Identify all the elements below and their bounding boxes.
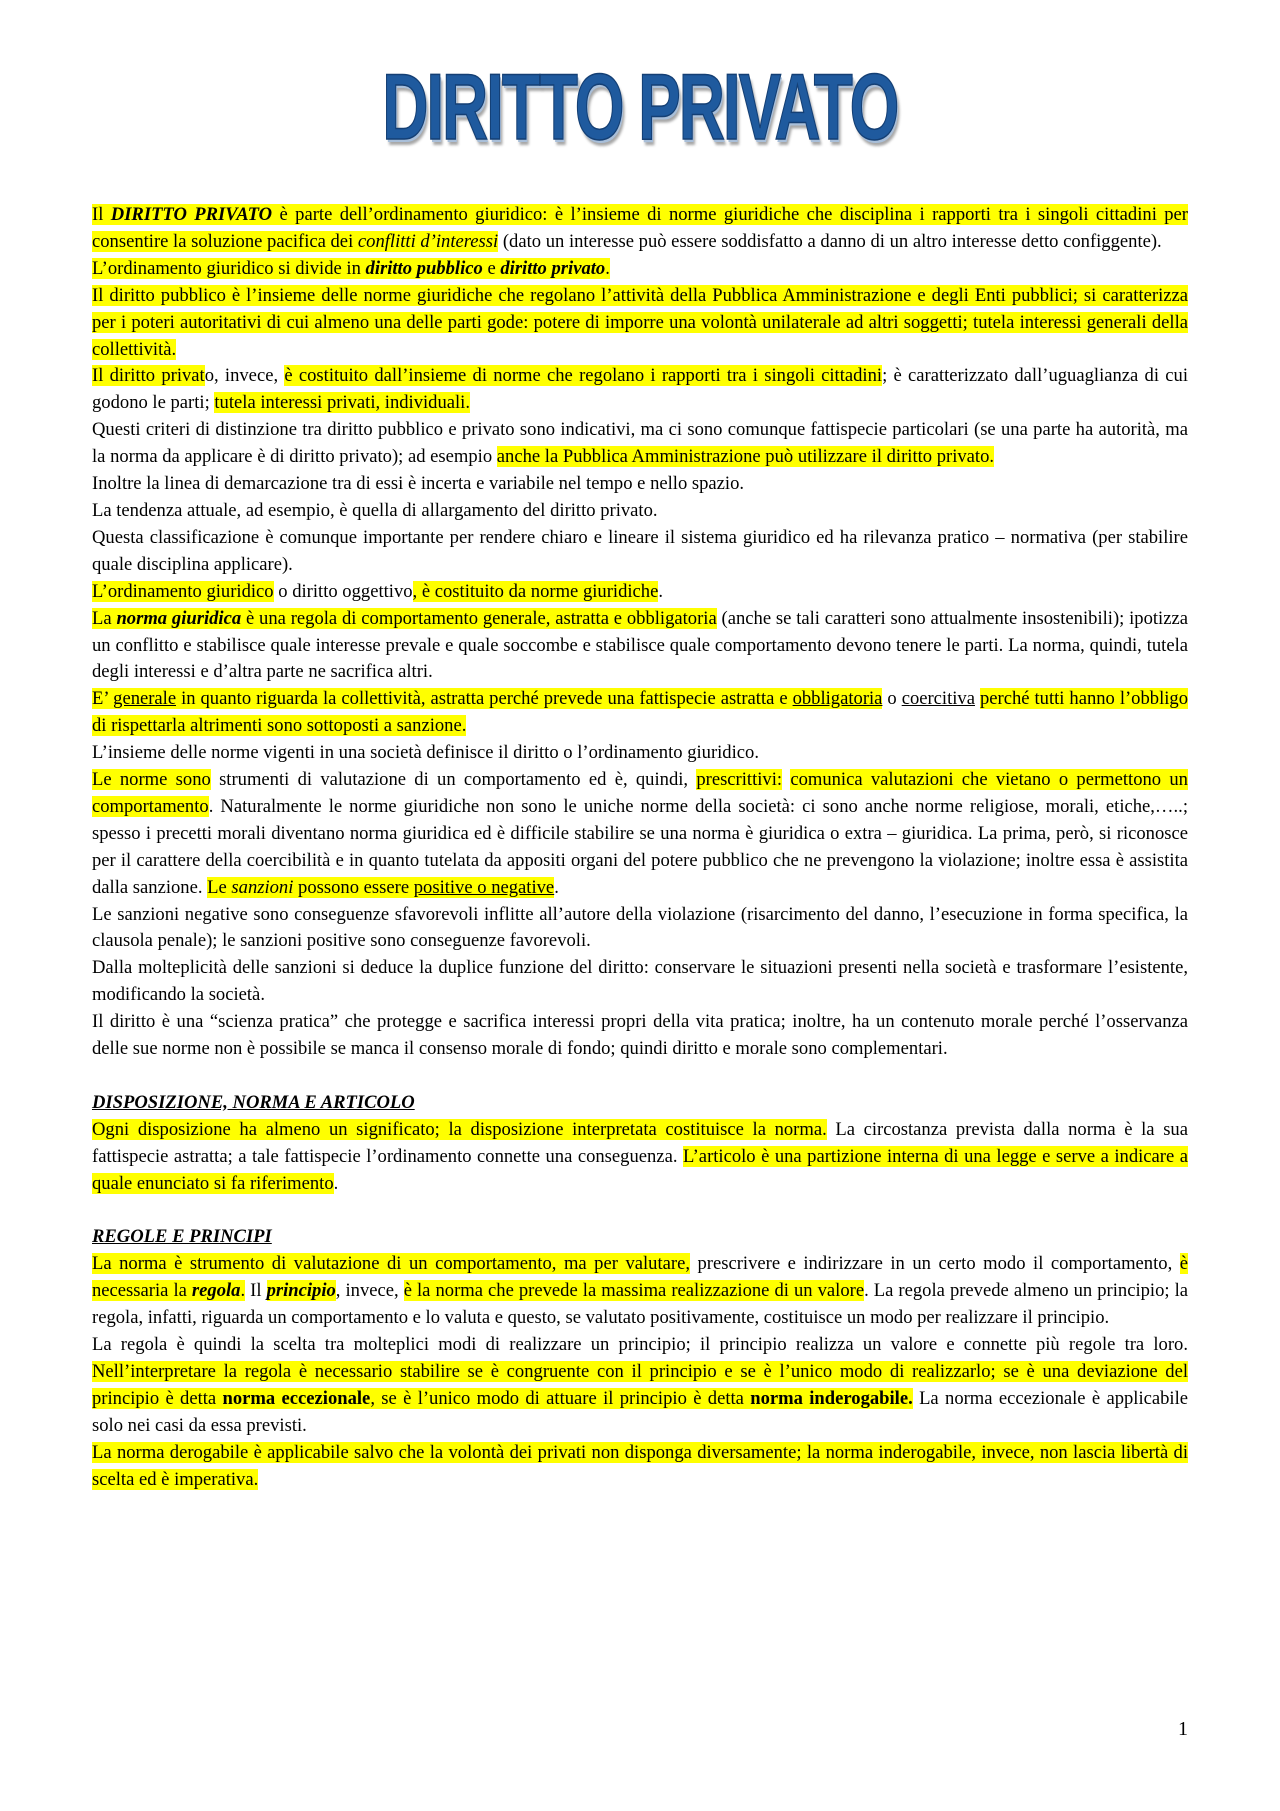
text-run: in quanto riguarda la collettività, astratta perché prevede una fattispecie astratta e — [176, 688, 793, 710]
paragraph — [92, 740, 1188, 767]
text-run: . — [240, 1280, 246, 1302]
text-run: strumenti di valutazione di un comportamento ed è, quindi, — [210, 769, 697, 791]
text-run: conflitti d’interessi — [357, 230, 499, 252]
text-run: coercitiva — [901, 688, 975, 710]
text-run: è la norma che prevede la massima realizzazione di un valore — [403, 1280, 865, 1302]
intro-section — [92, 202, 1188, 1063]
text-run: , è costituito da norme giuridiche — [412, 580, 659, 602]
text-run: anche la Pubblica Amministrazione può utilizzare il diritto privato. — [496, 446, 995, 468]
text-run: La — [92, 607, 117, 629]
text-run: prescrittivi: — [696, 769, 783, 791]
text-run: è necessaria la — [92, 1253, 1188, 1302]
text-run: . — [554, 876, 559, 898]
text-run: Ogni disposizione ha almeno un significato; la disposizione interpretata costituisce la norma. — [92, 1118, 827, 1140]
text-run: perché tutti hanno l’obbligo di rispettarla altrimenti sono sottoposti a sanzione. — [92, 688, 1188, 737]
text-run: o diritto oggettivo — [273, 580, 413, 602]
text-run: ; è caratterizzato dall’uguaglianza di cui godono le parti; — [92, 365, 1188, 414]
paragraph — [92, 1117, 1188, 1198]
text-run: Questa classificazione è comunque importante per rendere chiaro e lineare il sistema giuridico ed ha rilevanza pratico – normativa (per stabilire quale disciplina applicare). — [92, 526, 1188, 575]
text-run: (anche se tali caratteri sono attualmente insostenibili); ipotizza un conflitto e stabilisce quale interesse prevale e quale soccombe e stabilisce quale comportamento devono tenere le parti. La norma, quindi, tutela degli interessi e d’altra parte ne sacrifica altri. — [92, 607, 1188, 683]
text-run: . — [658, 580, 663, 602]
section-regole — [92, 1251, 1188, 1493]
text-run: . — [333, 1172, 339, 1194]
paragraph — [92, 686, 1188, 740]
document-body — [92, 202, 1188, 1493]
text-run: è una regola di comportamento generale, astratta e obbligatoria — [241, 607, 717, 629]
text-run: o, invece, — [204, 365, 285, 387]
paragraph — [92, 955, 1188, 1009]
section-disposizione — [92, 1117, 1188, 1198]
text-run: E’ — [92, 688, 114, 710]
text-run: (dato un interesse può essere soddisfatto a danno di un altro interesse detto configgente). — [498, 230, 1162, 252]
paragraph — [92, 363, 1188, 417]
text-run: L’ordinamento giuridico — [92, 580, 274, 602]
text-run: norma eccezionale — [222, 1387, 371, 1409]
text-run: obbligatoria — [792, 688, 883, 710]
text-run: DIRITTO PRIVATO — [110, 204, 273, 225]
text-run: . — [605, 257, 610, 279]
text-run: Dalla molteplicità delle sanzioni si deduce la duplice funzione del diritto: conservare le situazioni presenti nella società e trasformare l’esistente, modificando la società. — [92, 957, 1188, 1006]
paragraph — [92, 606, 1188, 687]
text-run: principio — [266, 1280, 336, 1302]
paragraph — [92, 498, 1188, 525]
text-run: diritto privato — [500, 257, 606, 279]
text-run: , se è l’unico modo di attuare il principio è detta — [370, 1387, 751, 1409]
paragraph — [92, 202, 1188, 256]
text-run: norma giuridica — [116, 607, 242, 629]
text-run: Nell’interpretare la regola è necessario stabilire se è congruente con il principio e se è l’unico modo di realizzarlo; se è una deviazione del principio è detta — [92, 1360, 1188, 1409]
text-run: o — [882, 688, 902, 710]
text-run: La norma è strumento di valutazione di un comportamento, ma per valutare, — [92, 1253, 690, 1275]
paragraph — [92, 256, 1188, 283]
paragraph — [92, 902, 1188, 956]
text-run: Il — [245, 1280, 267, 1302]
text-run: . Naturalmente le norme giuridiche non sono le uniche norme della società: ci sono anche norme religiose, morali, etiche,…..; spesso i precetti morali diventano norma giuridica ed è difficile stabilire se una norma è giuridica o extra – giuridica. La prima, però, si riconosce per il carattere della coercibilità e in quanto tutelata da appositi organi del potere pubblico che ne prevengono la violazione; inoltre essa è assistita dalla sanzione. — [92, 795, 1188, 898]
paragraph — [92, 1440, 1188, 1494]
section-heading-regole: REGOLE E PRINCIPI — [92, 1226, 272, 1248]
paragraph — [92, 417, 1188, 471]
text-run: Inoltre la linea di demarcazione tra di essi è incerta e variabile nel tempo e nello spazio. — [92, 473, 745, 495]
text-run: diritto pubblico — [365, 257, 483, 279]
paragraph — [92, 1251, 1188, 1332]
text-run: La norma derogabile è applicabile salvo che la volontà dei privati non disponga diversamente; la norma inderogabile, invece, non lascia libertà di scelta ed è imperativa. — [92, 1441, 1188, 1490]
text-run: norma inderogabile. — [750, 1387, 913, 1409]
text-run: Le sanzioni negative sono conseguenze sfavorevoli inflitte all’autore della violazione (risarcimento del danno, l’esecuzione in forma specifica, la clausola penale); le sanzioni positive sono conseguenze favorevoli. — [92, 903, 1188, 952]
paragraph — [92, 1009, 1188, 1063]
text-run: . La regola prevede almeno un principio; la regola, infatti, riguarda un comportamento e lo valuta e questo, se valutato positivamente, costituisce un modo per realizzare il principio. — [92, 1280, 1189, 1329]
text-run: , invece, — [335, 1280, 404, 1302]
text-run: possono essere — [293, 876, 414, 898]
paragraph — [92, 579, 1188, 606]
text-run: Le norme sono — [92, 769, 211, 791]
text-run: La regola è quindi la scelta tra molteplici modi di realizzare un principio; il principio realizza un valore e connette più regole tra loro. — [92, 1334, 1188, 1356]
text-run: L’insieme delle norme vigenti in una società definisce il diritto o l’ordinamento giuridico. — [92, 742, 759, 764]
text-run: tutela interessi privati, individuali. — [214, 392, 471, 414]
text-run: prescrivere e indirizzare in un certo modo il comportamento, — [689, 1253, 1180, 1275]
paragraph — [92, 283, 1188, 364]
page-number: 1 — [1178, 1718, 1188, 1740]
text-run: L’ordinamento giuridico si divide in — [92, 257, 366, 279]
text-run: Le — [207, 876, 232, 898]
section-heading-disposizione: DISPOSIZIONE, NORMA E ARTICOLO — [92, 1091, 415, 1113]
text-run: comunica valutazioni che vietano o permettono un comportamento — [92, 769, 1188, 817]
text-run: positive o negative — [413, 876, 555, 898]
paragraph — [92, 767, 1188, 902]
document-title: DIRITTO PRIVATO — [382, 54, 898, 159]
text-run: La circostanza prevista dalla norma è la sua fattispecie astratta; a tale fattispecie l’ordinamento connette una conseguenza. — [92, 1118, 1188, 1167]
paragraph — [92, 525, 1188, 579]
text-run: e — [482, 257, 501, 279]
text-run: L’articolo è una partizione interna di una legge e serve a indicare a quale enunciato si fa riferimento — [92, 1145, 1188, 1194]
text-run: Il — [92, 204, 111, 225]
text-run: La norma eccezionale è applicabile solo nei casi da essa previsti. — [92, 1387, 1189, 1436]
text-run: è costituito dall’insieme di norme che regolano i rapporti tra i singoli cittadini — [284, 365, 883, 387]
paragraph — [92, 471, 1188, 498]
text-run: La tendenza attuale, ad esempio, è quella di allargamento del diritto privato. — [92, 499, 658, 521]
text-run: Questi criteri di distinzione tra diritto pubblico e privato sono indicativi, ma ci sono comunque fattispecie particolari (se una parte ha autorità, ma la norma da applicare è di diritto privato); ad esempio — [92, 419, 1188, 468]
text-run: Il diritto è una “scienza pratica” che protegge e sacrifica interessi propri della vita pratica; inoltre, ha un contenuto morale perché l’osservanza delle sue norme non è possibile se manca il consenso morale di fondo; quindi diritto e morale sono complementari. — [92, 1011, 1188, 1060]
title-container — [0, 54, 1280, 159]
text-run: Il diritto pubblico è l’insieme delle norme giuridiche che regolano l’attività della Pubblica Amministrazione e degli Enti pubblici; si caratterizza per i poteri autoritativi di cui almeno una delle parti gode: potere di imporre una volontà unilaterale ad altri soggetti; tutela interessi generali della collettività. — [92, 284, 1188, 360]
text-run: Il diritto privat — [92, 365, 205, 387]
text-run: generale — [113, 688, 177, 710]
paragraph — [92, 1332, 1188, 1440]
text-run: è parte dell’ordinamento giuridico: è l’insieme di norme giuridiche che disciplina i rapporti tra i singoli cittadini per consentire la soluzione pacifica dei — [92, 204, 1188, 252]
text-run: sanzioni — [231, 876, 294, 898]
text-run: regola — [191, 1280, 241, 1302]
